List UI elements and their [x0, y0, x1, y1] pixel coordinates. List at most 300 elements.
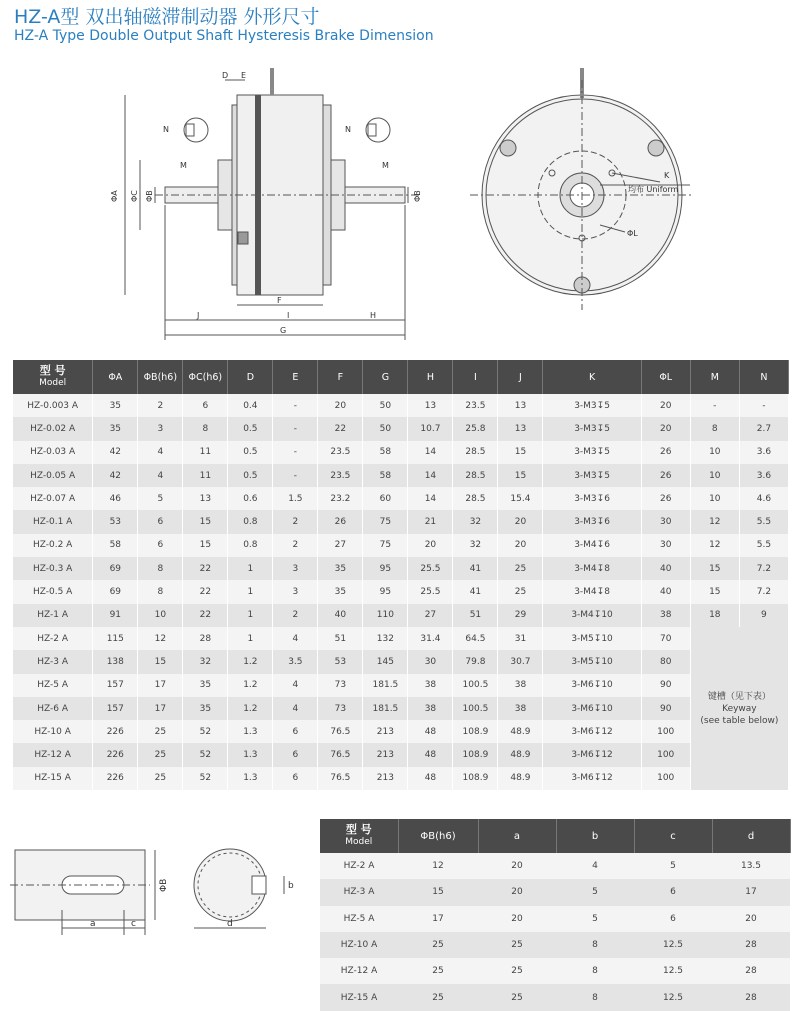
- header-col: G: [363, 360, 408, 394]
- spec-cell: 35: [183, 697, 228, 720]
- spec-cell: 51: [318, 627, 363, 650]
- spec-cell: 28.5: [453, 487, 498, 510]
- spec-cell: 69: [93, 557, 138, 580]
- dimension-drawing: [0, 60, 800, 350]
- model-cell: HZ-0.3 A: [13, 557, 93, 580]
- spec-cell: 13: [498, 394, 543, 417]
- spec-cell: 40: [641, 580, 690, 603]
- spec-cell: 25.5: [408, 557, 453, 580]
- model-cell: HZ-6 A: [13, 697, 93, 720]
- spec-row: [13, 534, 789, 557]
- spec-row: [13, 650, 789, 673]
- spec-cell: 48: [408, 743, 453, 766]
- keyway-note: 键槽（见下表） Keyway (see table below): [690, 627, 788, 790]
- page-title-en: HZ-A Type Double Output Shaft Hysteresis Brake Dimension: [14, 28, 434, 44]
- header-col: J: [498, 360, 543, 394]
- spec-cell: 3-M3↧6: [543, 510, 641, 533]
- spec-cell: 26: [641, 487, 690, 510]
- spec-cell: 4: [273, 697, 318, 720]
- spec-cell: 4: [138, 464, 183, 487]
- header-col: E: [273, 360, 318, 394]
- spec-cell: 70: [641, 627, 690, 650]
- spec-cell: 0.6: [228, 487, 273, 510]
- key-model-cell: HZ-5 A: [320, 906, 398, 932]
- spec-row: [13, 557, 789, 580]
- spec-cell: 80: [641, 650, 690, 673]
- spec-cell: 52: [183, 767, 228, 790]
- spec-cell: 9: [739, 604, 788, 627]
- spec-cell: 1.3: [228, 720, 273, 743]
- key-row: [320, 932, 790, 958]
- spec-cell: 7.2: [739, 580, 788, 603]
- spec-cell: 52: [183, 743, 228, 766]
- spec-cell: 17: [138, 697, 183, 720]
- key-row: [320, 879, 790, 905]
- spec-cell: 50: [363, 417, 408, 440]
- spec-cell: 25.8: [453, 417, 498, 440]
- spec-cell: 73: [318, 697, 363, 720]
- spec-cell: 26: [641, 464, 690, 487]
- label-F: F: [277, 296, 282, 305]
- spec-cell: 25: [138, 743, 183, 766]
- header-col: F: [318, 360, 363, 394]
- spec-cell: 23.2: [318, 487, 363, 510]
- key-cell: 28: [712, 932, 790, 958]
- spec-cell: 75: [363, 510, 408, 533]
- spec-cell: 6: [273, 743, 318, 766]
- header-col: ΦB(h6): [138, 360, 183, 394]
- spec-cell: 3-M6↧12: [543, 743, 641, 766]
- spec-cell: 15: [183, 534, 228, 557]
- spec-cell: -: [690, 394, 739, 417]
- key-cell: 20: [712, 906, 790, 932]
- spec-cell: 15: [498, 441, 543, 464]
- key-header-col: d: [712, 819, 790, 853]
- spec-cell: 226: [93, 743, 138, 766]
- key-model-cell: HZ-12 A: [320, 958, 398, 984]
- label-c: c: [131, 919, 136, 929]
- key-header-col: ΦB(h6): [398, 819, 478, 853]
- label-phiB-right: ΦB: [413, 190, 422, 202]
- key-cell: 8: [556, 958, 634, 984]
- spec-cell: 26: [318, 510, 363, 533]
- header-col: ΦL: [641, 360, 690, 394]
- key-cell: 12.5: [634, 958, 712, 984]
- spec-cell: 22: [183, 604, 228, 627]
- spec-cell: 13: [408, 394, 453, 417]
- label-E: E: [241, 71, 247, 80]
- spec-cell: 27: [318, 534, 363, 557]
- spec-cell: 20: [641, 394, 690, 417]
- spec-cell: 48: [408, 720, 453, 743]
- spec-row: [13, 743, 789, 766]
- spec-cell: 53: [93, 510, 138, 533]
- spec-cell: 40: [318, 604, 363, 627]
- model-cell: HZ-1 A: [13, 604, 93, 627]
- spec-cell: 108.9: [453, 743, 498, 766]
- spec-cell: 10: [138, 604, 183, 627]
- key-cell: 20: [478, 906, 556, 932]
- spec-cell: 25: [498, 557, 543, 580]
- spec-cell: 35: [183, 674, 228, 697]
- spec-cell: 8: [183, 417, 228, 440]
- key-cell: 12.5: [634, 984, 712, 1010]
- key-cell: 25: [478, 932, 556, 958]
- key-header-col: a: [478, 819, 556, 853]
- key-cell: 17: [398, 906, 478, 932]
- spec-cell: 51: [453, 604, 498, 627]
- spec-cell: 8: [138, 580, 183, 603]
- spec-cell: 3-M3↧6: [543, 487, 641, 510]
- spec-cell: -: [273, 394, 318, 417]
- label-H: H: [370, 311, 377, 320]
- spec-cell: 48.9: [498, 767, 543, 790]
- spec-cell: 3-M6↧10: [543, 674, 641, 697]
- label-phiB-left: ΦB: [145, 190, 154, 202]
- spec-cell: 6: [138, 510, 183, 533]
- spec-cell: 2: [138, 394, 183, 417]
- spec-cell: 4: [273, 674, 318, 697]
- spec-cell: 20: [641, 417, 690, 440]
- spec-cell: 3-M3↧5: [543, 464, 641, 487]
- spec-row: [13, 720, 789, 743]
- spec-cell: 18: [690, 604, 739, 627]
- key-cell: 12: [398, 853, 478, 879]
- spec-cell: 0.4: [228, 394, 273, 417]
- spec-cell: 31.4: [408, 627, 453, 650]
- spec-cell: 100.5: [453, 697, 498, 720]
- key-model-cell: HZ-15 A: [320, 984, 398, 1010]
- model-cell: HZ-0.5 A: [13, 580, 93, 603]
- spec-cell: 15: [690, 580, 739, 603]
- spec-cell: 31: [498, 627, 543, 650]
- spec-cell: 3-M4↧8: [543, 557, 641, 580]
- spec-cell: 53: [318, 650, 363, 673]
- spec-cell: 91: [93, 604, 138, 627]
- spec-row: [13, 417, 789, 440]
- page-title-cn: HZ-A型 双出轴磁滞制动器 外形尺寸: [14, 6, 320, 28]
- key-cell: 17: [712, 879, 790, 905]
- spec-cell: 23.5: [453, 394, 498, 417]
- spec-cell: 38: [641, 604, 690, 627]
- spec-cell: 28.5: [453, 464, 498, 487]
- spec-cell: 22: [183, 557, 228, 580]
- spec-cell: 4: [138, 441, 183, 464]
- spec-cell: 20: [498, 510, 543, 533]
- model-cell: HZ-0.2 A: [13, 534, 93, 557]
- spec-cell: 108.9: [453, 720, 498, 743]
- spec-cell: 11: [183, 464, 228, 487]
- spec-cell: 6: [273, 767, 318, 790]
- spec-cell: 48: [408, 767, 453, 790]
- spec-cell: 25: [138, 767, 183, 790]
- spec-cell: 60: [363, 487, 408, 510]
- spec-cell: 3-M5↧10: [543, 627, 641, 650]
- spec-cell: 22: [318, 417, 363, 440]
- spec-cell: 3-M6↧12: [543, 767, 641, 790]
- key-header-model: 型 号 Model: [320, 819, 398, 853]
- key-header-col: b: [556, 819, 634, 853]
- spec-cell: 1: [228, 580, 273, 603]
- spec-cell: 2.7: [739, 417, 788, 440]
- spec-cell: 32: [453, 534, 498, 557]
- spec-cell: 15: [183, 510, 228, 533]
- key-cell: 28: [712, 984, 790, 1010]
- label-b: b: [288, 881, 294, 891]
- label-D: D: [222, 71, 229, 80]
- model-cell: HZ-5 A: [13, 674, 93, 697]
- spec-cell: 79.8: [453, 650, 498, 673]
- spec-cell: 38: [498, 697, 543, 720]
- key-cell: 13.5: [712, 853, 790, 879]
- spec-cell: 42: [93, 441, 138, 464]
- spec-cell: 8: [690, 417, 739, 440]
- spec-cell: 0.8: [228, 510, 273, 533]
- model-cell: HZ-3 A: [13, 650, 93, 673]
- spec-cell: 11: [183, 441, 228, 464]
- spec-cell: 100.5: [453, 674, 498, 697]
- spec-cell: 3.6: [739, 441, 788, 464]
- spec-cell: 0.5: [228, 464, 273, 487]
- spec-cell: 30: [641, 510, 690, 533]
- spec-cell: 10: [690, 487, 739, 510]
- spec-cell: 12: [690, 510, 739, 533]
- spec-cell: -: [739, 394, 788, 417]
- key-cell: 15: [398, 879, 478, 905]
- spec-cell: 3-M5↧10: [543, 650, 641, 673]
- label-I: I: [287, 311, 290, 320]
- spec-cell: 73: [318, 674, 363, 697]
- spec-cell: 6: [273, 720, 318, 743]
- spec-cell: 0.5: [228, 417, 273, 440]
- label-d: d: [227, 919, 233, 929]
- spec-cell: 35: [93, 417, 138, 440]
- spec-cell: 27: [408, 604, 453, 627]
- spec-cell: 58: [93, 534, 138, 557]
- spec-cell: 0.8: [228, 534, 273, 557]
- keyway-drawing: [0, 820, 310, 1000]
- spec-cell: 41: [453, 557, 498, 580]
- spec-table: [13, 360, 789, 790]
- spec-cell: 213: [363, 720, 408, 743]
- spec-cell: 1: [228, 557, 273, 580]
- spec-cell: 35: [93, 394, 138, 417]
- key-cell: 28: [712, 958, 790, 984]
- spec-cell: 58: [363, 441, 408, 464]
- key-model-cell: HZ-10 A: [320, 932, 398, 958]
- spec-cell: 14: [408, 441, 453, 464]
- key-cell: 6: [634, 879, 712, 905]
- model-cell: HZ-0.05 A: [13, 464, 93, 487]
- spec-cell: 25.5: [408, 580, 453, 603]
- spec-cell: 1: [228, 604, 273, 627]
- label-phiA: ΦA: [110, 190, 119, 202]
- label-uniform: 均布 Uniform: [628, 185, 679, 194]
- spec-cell: 2: [273, 604, 318, 627]
- spec-row: [13, 627, 789, 650]
- spec-cell: 76.5: [318, 720, 363, 743]
- spec-cell: 2: [273, 510, 318, 533]
- spec-cell: 3: [273, 557, 318, 580]
- model-cell: HZ-0.03 A: [13, 441, 93, 464]
- key-cell: 12.5: [634, 932, 712, 958]
- spec-cell: 32: [183, 650, 228, 673]
- spec-cell: 1: [228, 627, 273, 650]
- spec-cell: 108.9: [453, 767, 498, 790]
- spec-row: [13, 767, 789, 790]
- label-M-right: M: [382, 161, 389, 170]
- spec-cell: 10.7: [408, 417, 453, 440]
- spec-cell: 14: [408, 464, 453, 487]
- key-model-cell: HZ-3 A: [320, 879, 398, 905]
- spec-header-row: [13, 360, 789, 394]
- spec-cell: -: [273, 464, 318, 487]
- spec-cell: -: [273, 441, 318, 464]
- key-cell: 25: [398, 984, 478, 1010]
- spec-cell: 5.5: [739, 534, 788, 557]
- spec-cell: 10: [690, 464, 739, 487]
- keyway-table: [320, 819, 791, 1011]
- spec-cell: 1.2: [228, 697, 273, 720]
- spec-cell: 30.7: [498, 650, 543, 673]
- spec-cell: 7.2: [739, 557, 788, 580]
- spec-cell: 28: [183, 627, 228, 650]
- spec-cell: 157: [93, 697, 138, 720]
- label-N-right: N: [345, 125, 351, 134]
- spec-cell: 64.5: [453, 627, 498, 650]
- spec-cell: 30: [641, 534, 690, 557]
- header-col: ΦC(h6): [183, 360, 228, 394]
- spec-cell: 48.9: [498, 743, 543, 766]
- key-cell: 4: [556, 853, 634, 879]
- spec-cell: 23.5: [318, 464, 363, 487]
- spec-row: [13, 394, 789, 417]
- spec-row: [13, 510, 789, 533]
- label-phiL: ΦL: [627, 229, 638, 238]
- key-header-row: [320, 819, 790, 853]
- header-col: N: [739, 360, 788, 394]
- spec-cell: 145: [363, 650, 408, 673]
- spec-row: [13, 697, 789, 720]
- key-cell: 25: [398, 932, 478, 958]
- spec-cell: 6: [138, 534, 183, 557]
- key-row: [320, 958, 790, 984]
- spec-cell: 15: [138, 650, 183, 673]
- header-col: ΦA: [93, 360, 138, 394]
- spec-cell: 30: [408, 650, 453, 673]
- spec-cell: 38: [408, 697, 453, 720]
- spec-cell: 42: [93, 464, 138, 487]
- spec-row: [13, 604, 789, 627]
- spec-cell: 1.3: [228, 743, 273, 766]
- spec-row: [13, 441, 789, 464]
- spec-cell: 69: [93, 580, 138, 603]
- spec-cell: 13: [183, 487, 228, 510]
- spec-cell: 95: [363, 580, 408, 603]
- spec-cell: 3-M4↧6: [543, 534, 641, 557]
- spec-cell: 23.5: [318, 441, 363, 464]
- spec-cell: 3.6: [739, 464, 788, 487]
- spec-cell: 38: [408, 674, 453, 697]
- model-cell: HZ-0.07 A: [13, 487, 93, 510]
- spec-cell: 41: [453, 580, 498, 603]
- spec-cell: 40: [641, 557, 690, 580]
- spec-cell: 15.4: [498, 487, 543, 510]
- key-header-col: c: [634, 819, 712, 853]
- spec-cell: 3-M3↧5: [543, 417, 641, 440]
- spec-cell: 10: [690, 441, 739, 464]
- spec-cell: 3-M6↧12: [543, 720, 641, 743]
- spec-cell: 213: [363, 743, 408, 766]
- key-cell: 8: [556, 932, 634, 958]
- label-phiC: ΦC: [130, 190, 139, 202]
- spec-cell: 13: [498, 417, 543, 440]
- spec-cell: 3-M3↧5: [543, 441, 641, 464]
- spec-cell: 12: [690, 534, 739, 557]
- spec-cell: 8: [138, 557, 183, 580]
- spec-cell: -: [273, 417, 318, 440]
- spec-cell: 52: [183, 720, 228, 743]
- key-cell: 5: [556, 879, 634, 905]
- key-model-cell: HZ-2 A: [320, 853, 398, 879]
- model-cell: HZ-0.1 A: [13, 510, 93, 533]
- spec-cell: 110: [363, 604, 408, 627]
- spec-cell: 181.5: [363, 674, 408, 697]
- spec-cell: 1.5: [273, 487, 318, 510]
- model-cell: HZ-0.02 A: [13, 417, 93, 440]
- spec-cell: 35: [318, 557, 363, 580]
- model-cell: HZ-12 A: [13, 743, 93, 766]
- key-cell: 20: [478, 879, 556, 905]
- spec-cell: 21: [408, 510, 453, 533]
- spec-cell: 12: [138, 627, 183, 650]
- spec-cell: 95: [363, 557, 408, 580]
- spec-cell: 100: [641, 720, 690, 743]
- spec-row: [13, 580, 789, 603]
- header-col: I: [453, 360, 498, 394]
- key-cell: 20: [478, 853, 556, 879]
- spec-row: [13, 487, 789, 510]
- label-a: a: [90, 919, 96, 929]
- spec-cell: 4: [273, 627, 318, 650]
- label-K: K: [664, 171, 670, 180]
- spec-cell: 76.5: [318, 743, 363, 766]
- key-cell: 25: [398, 958, 478, 984]
- spec-cell: 17: [138, 674, 183, 697]
- spec-cell: 75: [363, 534, 408, 557]
- spec-cell: 46: [93, 487, 138, 510]
- label-G: G: [280, 326, 287, 335]
- spec-cell: 20: [498, 534, 543, 557]
- spec-cell: 157: [93, 674, 138, 697]
- spec-cell: 6: [183, 394, 228, 417]
- spec-cell: 38: [498, 674, 543, 697]
- key-cell: 6: [634, 906, 712, 932]
- model-cell: HZ-10 A: [13, 720, 93, 743]
- spec-cell: 0.5: [228, 441, 273, 464]
- label-N-left: N: [163, 125, 169, 134]
- key-cell: 25: [478, 958, 556, 984]
- key-cell: 5: [634, 853, 712, 879]
- spec-cell: 100: [641, 767, 690, 790]
- spec-cell: 213: [363, 767, 408, 790]
- header-col: K: [543, 360, 641, 394]
- key-cell: 8: [556, 984, 634, 1010]
- spec-cell: 25: [498, 580, 543, 603]
- spec-cell: 115: [93, 627, 138, 650]
- spec-cell: 181.5: [363, 697, 408, 720]
- spec-cell: 58: [363, 464, 408, 487]
